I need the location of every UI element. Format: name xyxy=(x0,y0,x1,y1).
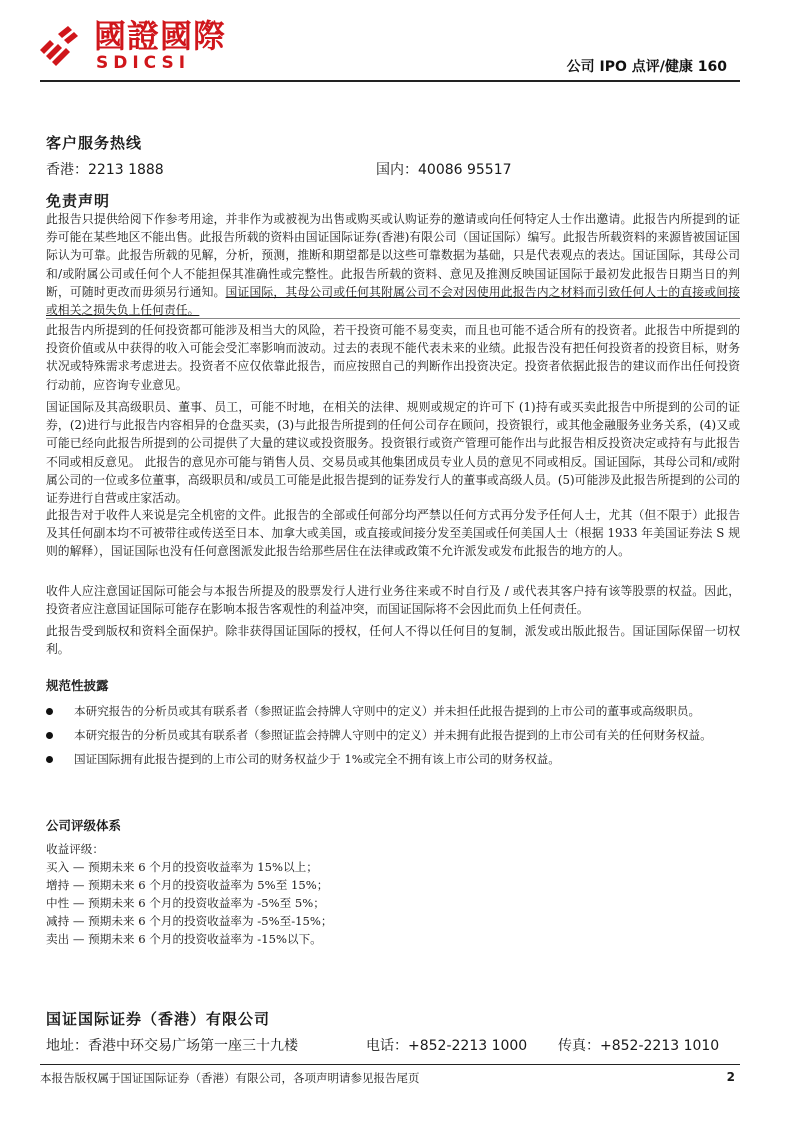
paragraph-divider xyxy=(46,318,740,319)
fax-group xyxy=(558,1035,719,1055)
company-name: 国证国际证券（香港）有限公司 xyxy=(46,1010,271,1028)
disclaimer-paragraph-1 xyxy=(46,210,740,319)
disclaimer-p5-text: 收件人应注意国证国际可能会与本报告所提及的股票发行人进行业务往来或不时自行及 / 或代表其客户持有该等股票的权益。因此，投资者应注意国证国际可能存在影响本报告客观性的利益冲突，而国证国际将不会因此而负上任何责任。 xyxy=(46,584,740,617)
disclaimer-p1-text: 此报告只提供给阅下作参考用途，并非作为或被视为出售或购买或认购证券的邀请或向任何特定人士作出邀请。此报告内所提到的证券可能在某些地区不能出售。此报告所载的资料由国证国际证券(香港)有限公司（国证国际）编写。此报告所载资料的来源皆被国证国际认为可靠。此报告所载的见解，分析，预测，推断和期望都是以这些可靠数据为基础，只是代表观点的表达。国证国际，其母公司和/或附属公司或任何个人不能担保其准确性或完整性。此报告所载的资料、意见及推测反映国证国际于最初发此报告日期当日的判断，可随时更改而毋须另行通知。 xyxy=(46,212,740,299)
disclaimer-paragraph-4 xyxy=(46,506,740,561)
disclaimer-paragraph-5 xyxy=(46,582,740,618)
disclosure-list xyxy=(46,702,740,769)
footer-note: 本报告版权属于国证国际证券（香港）有限公司，各项声明请参见报告尾页 xyxy=(40,1071,420,1085)
bullet-icon xyxy=(46,756,53,763)
bullet-icon xyxy=(46,708,53,715)
tel-number: +852-2213 1000 xyxy=(408,1038,528,1054)
rating-section xyxy=(46,816,740,948)
cn-number: 40086 95517 xyxy=(418,162,512,178)
disclosure-section xyxy=(46,676,740,774)
rating-line: 买入 — 预期未来 6 个月的投资收益率为 15%以上； xyxy=(46,860,318,874)
logo-chinese-text: 國證國際 xyxy=(94,17,227,55)
disclaimer-section xyxy=(46,190,740,211)
header-divider xyxy=(40,80,740,82)
fax-label: 传真： xyxy=(558,1038,600,1054)
company-section xyxy=(46,1008,740,1055)
bullet-icon xyxy=(46,732,53,739)
disclosure-title: 规范性披露 xyxy=(46,678,109,693)
rating-line: 减持 — 预期未来 6 个月的投资收益率为 -5%至-15%； xyxy=(46,914,333,928)
fax-number: +852-2213 1010 xyxy=(600,1038,720,1054)
disclaimer-paragraph-3 xyxy=(46,398,740,507)
hotline-title: 客户服务热线 xyxy=(46,134,143,152)
hk-label: 香港： xyxy=(46,162,88,178)
hotline-section xyxy=(46,132,740,179)
cn-hotline xyxy=(376,159,512,179)
disclaimer-p2-text: 此报告内所提到的任何投资都可能涉及相当大的风险，若干投资可能不易变卖，而且也可能不适合所有的投资者。此报告中所提到的投资价值或从中获得的收入可能会受汇率影响而波动。过去的表现不能代表未来的业绩。此报告没有把任何投资者的投资目标，财务状况或特殊需求考虑进去。投资者不应仅依靠此报告，而应按照自己的判断作出投资决定。投资者依据此报告的建议而作出任何投资行动前，应咨询专业意见。 xyxy=(46,323,740,392)
rating-line: 增持 — 预期未来 6 个月的投资收益率为 5%至 15%； xyxy=(46,878,329,892)
rating-title: 公司评级体系 xyxy=(46,818,122,833)
list-item: 国证国际拥有此报告提到的上市公司的财务权益少于 1%或完全不拥有该上市公司的财务权益。 xyxy=(46,750,740,769)
rating-line: 卖出 — 预期未来 6 个月的投资收益率为 -15%以下。 xyxy=(46,932,322,946)
disclaimer-p3-text: 国证国际及其高级职员、董事、员工，可能不时地，在相关的法律、规则或规定的许可下 (1)持有或买卖此报告中所提到的公司的证券，(2)进行与此报告内容相异的仓盘买卖，(3)与此报告所提到的任何公司存在顾问，投资银行，或其他金融服务业务关系，(4)又或可能已经向此报告所提到的公司提供了大量的建议或投资服务。投资银行或资产管理可能作出与此报告相反投资决定或持有与此报告不同或相反意见。 此报告的意见亦可能与销售人员、交易员或其他集团成员专业人员的意见不同或相反。国证国际，其母公司和/或附属公司的一位或多位董事，高级职员和/或员工可能是此报告提到的证券发行人的董事或高级人员。(5)可能涉及此报告所提到的公司的证券进行自营或庄家活动。 xyxy=(46,400,740,506)
logo-english-text: SDICSI xyxy=(96,53,191,73)
cn-label: 国内： xyxy=(376,162,418,178)
hotline-numbers xyxy=(46,159,740,179)
disclaimer-p1-underlined: 国证国际，其母公司或任何其附属公司不会对因使用此报告内之材料而引致任何人士的直接或间接或相关之损失负上任何责任。 xyxy=(46,284,740,318)
disclaimer-p6-text: 此报告受到版权和资料全面保护。除非获得国证国际的授权，任何人不得以任何目的复制，派发或出版此报告。国证国际保留一切权利。 xyxy=(46,624,740,657)
disclaimer-title: 免责声明 xyxy=(46,192,111,210)
address-label: 地址： xyxy=(46,1038,88,1054)
disclaimer-paragraph-2 xyxy=(46,321,740,394)
tel-group xyxy=(366,1035,527,1055)
company-logo-icon xyxy=(38,26,78,66)
disclaimer-paragraph-6 xyxy=(46,622,740,658)
rating-line: 中性 — 预期未来 6 个月的投资收益率为 -5%至 5%； xyxy=(46,896,325,910)
page-number: 2 xyxy=(726,1070,735,1084)
list-item: 本研究报告的分析员或其有联系者（参照证监会持牌人守则中的定义）并未担任此报告提到的上市公司的董事或高级职员。 xyxy=(46,702,740,721)
footer-divider xyxy=(40,1064,740,1065)
rating-subtitle: 收益评级： xyxy=(46,842,104,856)
hk-number: 2213 1888 xyxy=(88,162,164,178)
page-header xyxy=(0,0,793,86)
company-contact-row xyxy=(46,1035,740,1055)
tel-label: 电话： xyxy=(366,1038,408,1054)
address-text: 香港中环交易广场第一座三十九楼 xyxy=(88,1038,298,1054)
list-item: 本研究报告的分析员或其有联系者（参照证监会持牌人守则中的定义）并未拥有此报告提到的上市公司有关的任何财务权益。 xyxy=(46,726,740,745)
disclaimer-p4-text: 此报告对于收件人来说是完全机密的文件。此报告的全部或任何部分均严禁以任何方式再分发予任何人士，尤其（但不限于）此报告及其任何副本均不可被带往或传送至日本、加拿大或美国，或直接或间接分发至美国或任何美国人士（根据 1933 年美国证券法 S 规则的解释），国证国际也没有任何意图派发此报告给那些居住在法律或政策不允许派发或发布此报告的地方的人。 xyxy=(46,508,740,559)
report-type-label: 公司 IPO 点评/健康 160 xyxy=(566,59,727,75)
